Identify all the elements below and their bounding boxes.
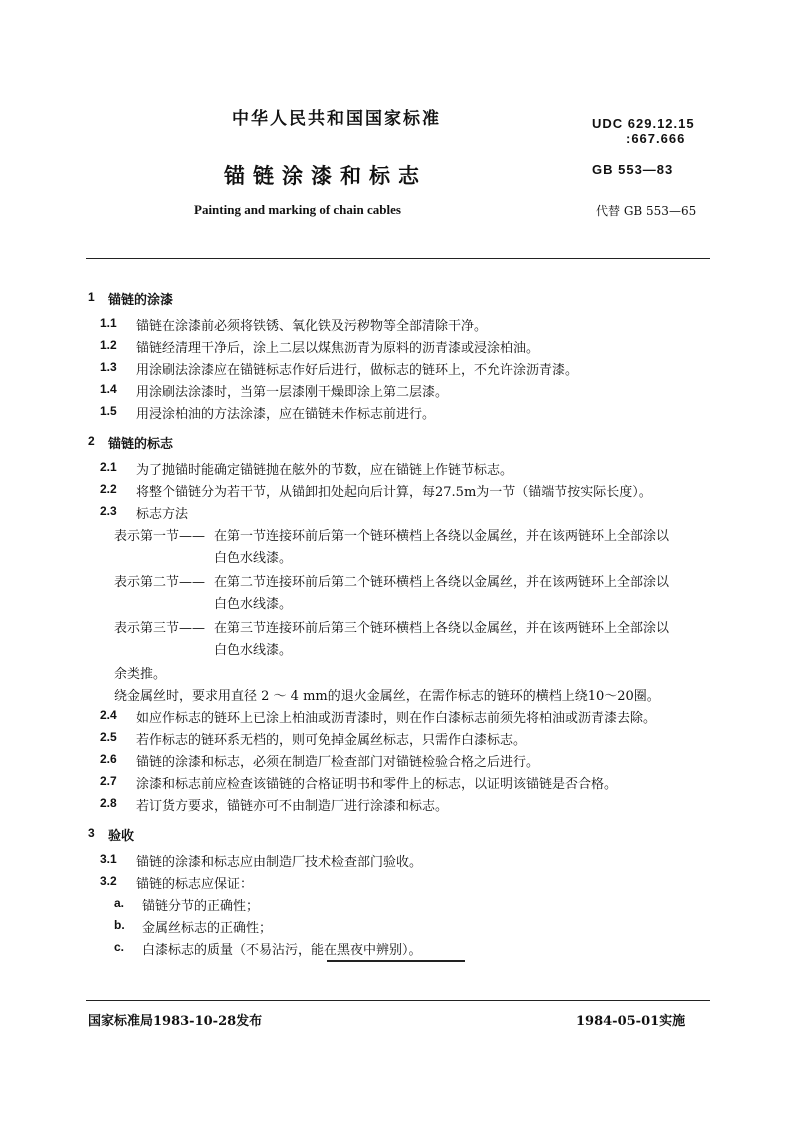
clause-text: 若作标志的链环系无档的，则可免掉金属丝标志，只需作白漆标志。 (136, 733, 527, 748)
document-title: 锚链涂漆和标志 (224, 163, 427, 188)
clause-text: 用涂刷法涂漆时，当第一层漆刚干燥即涂上第二层漆。 (136, 385, 449, 400)
mark-text-cont: 白色水线漆。 (214, 597, 293, 612)
mark-label: 表示第三节—— (114, 621, 206, 636)
mark-text-cont: 白色水线漆。 (214, 551, 293, 566)
footer-divider (86, 1000, 710, 1001)
clause-text: 用浸涂柏油的方法涂漆，应在锚链未作标志前进行。 (136, 407, 436, 422)
mark-label: 表示第二节—— (114, 575, 206, 590)
section-title: 验收 (108, 829, 135, 844)
etc-note: 余类推。 (114, 667, 167, 682)
clause-number: 3.2 (100, 874, 117, 888)
clause-number: 2.1 (100, 460, 117, 474)
clause-number: 1.3 (100, 360, 117, 374)
clause-number: 1.1 (100, 316, 117, 330)
section-title: 锚链的标志 (108, 437, 174, 452)
mark-label: 表示第一节—— (114, 529, 206, 544)
list-marker: a. (114, 896, 125, 910)
clause-text: 涂漆和标志前应检查该锚链的合格证明书和零件上的标志，以证明该锚链是否合格。 (136, 777, 618, 792)
section-number: 3 (88, 826, 95, 840)
clause-text: 锚链的涂漆和标志应由制造厂技术检查部门验收。 (136, 855, 423, 870)
clause-text: 用涂刷法涂漆应在锚链标志作好后进行，做标志的链环上，不允许涂沥青漆。 (136, 363, 579, 378)
list-item-text: 锚链分节的正确性； (142, 899, 260, 914)
clause-number: 3.1 (100, 852, 117, 866)
mark-text: 在第三节连接环前后第三个链环横档上各绕以金属丝，并在该两链环上全部涂以 (214, 621, 670, 636)
mark-text: 在第二节连接环前后第二个链环横档上各绕以金属丝，并在该两链环上全部涂以 (214, 575, 670, 590)
mark-text-cont: 白色水线漆。 (214, 643, 293, 658)
list-item-text: 白漆标志的质量（不易沾污，能在黑夜中辨别）。 (142, 943, 422, 958)
clause-number: 2.5 (100, 730, 117, 744)
udc-number-cont: :667.666 (626, 131, 686, 146)
standard-label: 中华人民共和国国家标准 (232, 109, 441, 129)
clause-text: 将整个锚链分为若干节，从锚卸扣处起向后计算，每27.5m为一节（锚端节按实际长度）。 (136, 485, 652, 500)
clause-number: 2.4 (100, 708, 117, 722)
clause-number: 2.8 (100, 796, 117, 810)
replaces-note: 代替 GB 553—65 (596, 204, 697, 218)
clause-text: 若订货方要求，锚链亦可不由制造厂进行涂漆和标志。 (136, 799, 449, 814)
clause-number: 2.7 (100, 774, 117, 788)
clause-number: 1.2 (100, 338, 117, 352)
english-title: Painting and marking of chain cables (194, 202, 401, 217)
issued-date: 国家标准局1983-10-28发布 (88, 1014, 263, 1029)
list-item-text: 金属丝标志的正确性； (142, 921, 273, 936)
clause-text: 标志方法 (136, 507, 189, 522)
list-marker: c. (114, 940, 125, 954)
clause-text: 锚链在涂漆前必须将铁锈、氧化铁及污秽物等全部清除干净。 (136, 319, 488, 334)
section-number: 1 (88, 290, 95, 304)
list-marker: b. (114, 918, 125, 932)
end-rule (327, 960, 465, 962)
wire-note: 绕金属丝时，要求用直径 2 ～ 4 mm的退火金属丝，在需作标志的链环的横档上绕10～20圈。 (114, 689, 660, 704)
udc-number: UDC 629.12.15 (592, 116, 695, 131)
clause-text: 为了抛锚时能确定锚链抛在舷外的节数，应在锚链上作链节标志。 (136, 463, 514, 478)
effective-date: 1984-05-01实施 (576, 1014, 686, 1029)
gb-number: GB 553—83 (592, 162, 674, 177)
clause-text: 锚链的涂漆和标志，必须在制造厂检查部门对锚链检验合格之后进行。 (136, 755, 540, 770)
section-title: 锚链的涂漆 (108, 293, 174, 308)
mark-text: 在第一节连接环前后第一个链环横档上各绕以金属丝，并在该两链环上全部涂以 (214, 529, 670, 544)
clause-number: 2.6 (100, 752, 117, 766)
clause-text: 锚链经清理干净后，涂上二层以煤焦沥青为原料的沥青漆或浸涂柏油。 (136, 341, 540, 356)
clause-number: 1.5 (100, 404, 117, 418)
clause-number: 2.3 (100, 504, 117, 518)
clause-text: 锚链的标志应保证： (136, 877, 254, 892)
section-number: 2 (88, 434, 95, 448)
header-divider (86, 258, 710, 259)
clause-number: 1.4 (100, 382, 117, 396)
clause-text: 如应作标志的链环上已涂上柏油或沥青漆时，则在作白漆标志前须先将柏油或沥青漆去除。 (136, 711, 657, 726)
clause-number: 2.2 (100, 482, 117, 496)
